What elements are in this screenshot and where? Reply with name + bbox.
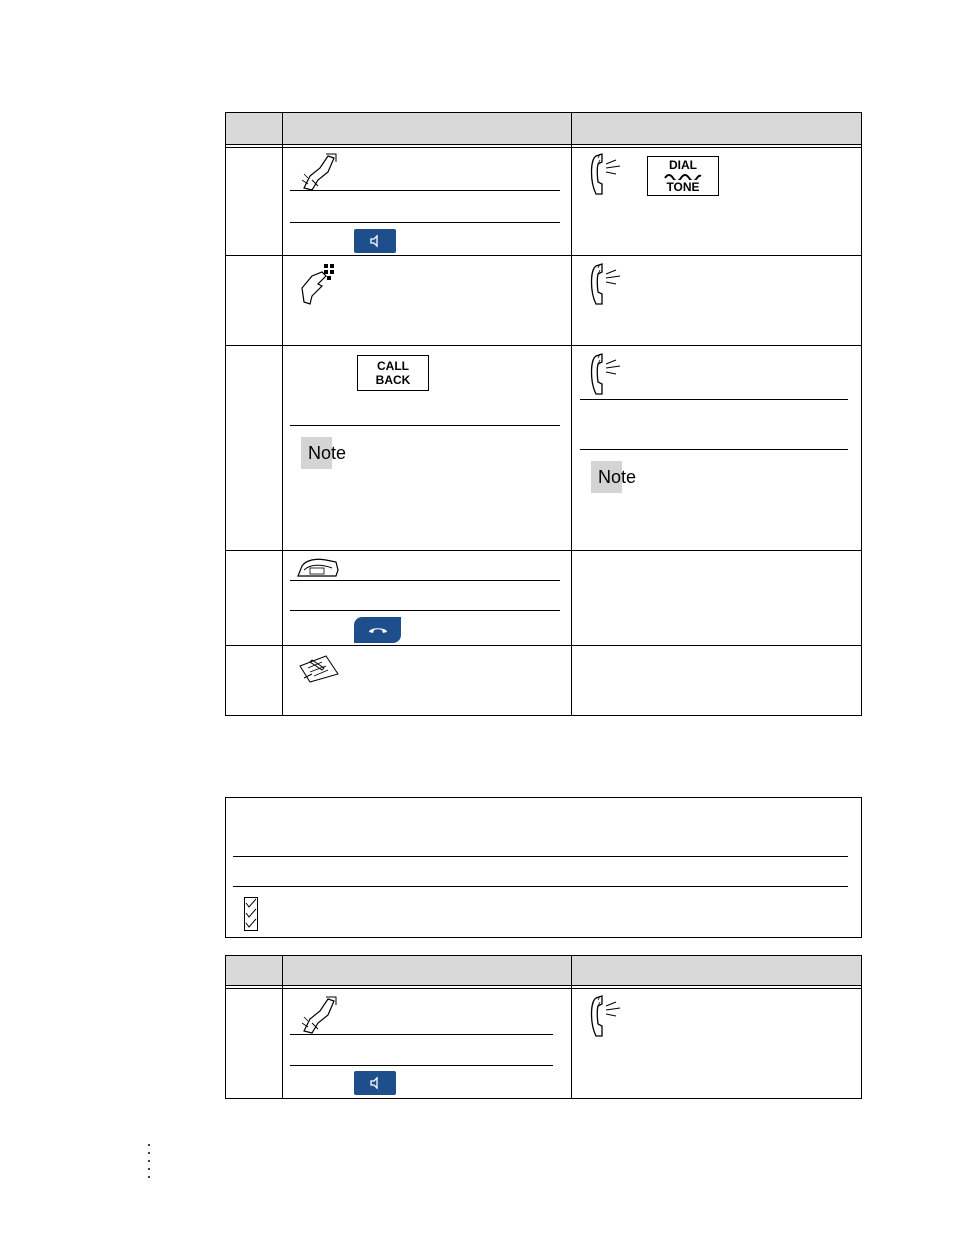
speaker-icon: [368, 234, 382, 248]
handset-sound-icon: [586, 994, 630, 1040]
row-divider: [226, 345, 861, 346]
note-label: Note: [591, 461, 622, 493]
dial-keypad-icon: [298, 262, 340, 306]
handset-sound-icon: [586, 262, 630, 308]
speaker-icon: [368, 1076, 382, 1090]
handset-sound-icon: [586, 152, 630, 198]
call-back-line2: BACK: [375, 373, 411, 387]
call-back-key[interactable]: [357, 355, 429, 391]
handset-sound-icon: [586, 352, 630, 398]
dial-tone-label: [647, 156, 719, 196]
lift-handset-icon: [298, 150, 340, 192]
hang-up-icon: [367, 625, 389, 635]
note-label: Note: [301, 437, 332, 469]
row-divider: [226, 255, 861, 256]
call-back-line1: CALL: [377, 359, 409, 373]
lift-handset-icon: [298, 993, 340, 1035]
replace-handset-icon: [296, 556, 340, 580]
dial-tone-line2: TONE: [666, 180, 700, 194]
end-call-key[interactable]: [354, 617, 401, 643]
info-box: [225, 797, 862, 938]
speaker-key[interactable]: [354, 1071, 396, 1095]
write-note-icon: [298, 652, 340, 686]
procedure-table-1: [225, 112, 862, 716]
row-divider: [226, 645, 861, 646]
table-header: [226, 113, 861, 145]
checklist-icon: [244, 897, 258, 931]
dial-tone-wave-icon: [664, 172, 702, 180]
speaker-key[interactable]: [354, 229, 396, 253]
dial-tone-line1: DIAL: [669, 158, 697, 172]
table-header: [226, 956, 861, 986]
row-divider: [226, 550, 861, 551]
margin-dot-leader: [148, 1144, 150, 1184]
